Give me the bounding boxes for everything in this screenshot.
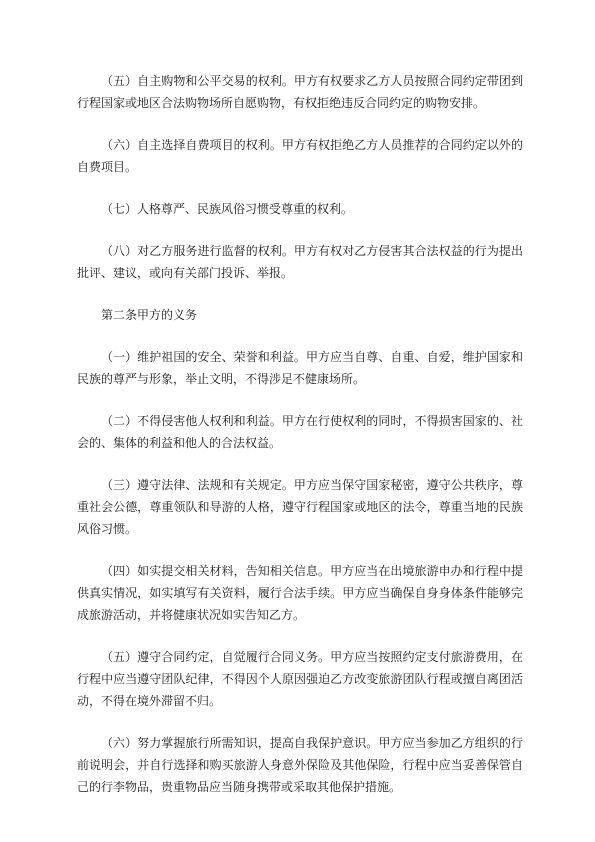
obligation-paragraph-1: （一）维护祖国的安全、荣誉和利益。甲方应当自尊、自重、自爱，维护国家和民族的尊严与形象，举止文明，不得涉足不健康场所。	[77, 350, 523, 386]
obligation-paragraph-5: （五）遵守合同约定，自觉履行合同义务。甲方应当按照约定支付旅游费用，在行程中应当遵守团队纪律，不得因个人原因强迫乙方改变旅游团队行程或擅自离团活动，不得在境外滞留不归。	[77, 650, 523, 708]
obligation-paragraph-4: （四）如实提交相关材料，告知相关信息。甲方应当在出境旅游申办和行程中提供真实情况，如实填写有关资料，履行合法手续。甲方应当确保自身身体条件能够完成旅游活动，并将健康状况如实告知乙方。	[77, 564, 523, 622]
section-heading: 第二条甲方的义务	[101, 308, 198, 322]
obligation-paragraph-3: （三）遵守法律、法规和有关规定。甲方应当保守国家秘密，遵守公共秩序，尊重社会公德，尊重领队和导游的人格，遵守行程国家或地区的法令，尊重当地的民族风俗习惯。	[77, 478, 523, 536]
obligation-paragraph-2: （二）不得侵害他人权利和利益。甲方在行使权利的同时，不得损害国家的、社会的、集体的利益和他人的合法权益。	[77, 414, 523, 450]
rights-paragraph-8: （八）对乙方服务进行监督的权利。甲方有权对乙方侵害其合法权益的行为提出批评、建议，或向有关部门投诉、举报。	[77, 244, 523, 280]
document-body	[77, 70, 523, 818]
rights-paragraph-7: （七）人格尊严、民族风俗习惯受尊重的权利。	[101, 202, 354, 216]
obligation-paragraph-6: （六）努力掌握旅行所需知识，提高自我保护意识。甲方应当参加乙方组织的行前说明会，并自行选择和购买旅游人身意外保险及其他保险，行程中应当妥善保管自己的行李物品，贵重物品应当随身携带或采取其他保护措施。	[77, 736, 523, 794]
rights-paragraph-5: （五）自主购物和公平交易的权利。甲方有权要求乙方人员按照合同约定带团到行程国家或地区合法购物场所自愿购物，有权拒绝违反合同约定的购物安排。	[77, 74, 523, 110]
rights-paragraph-6: （六）自主选择自费项目的权利。甲方有权拒绝乙方人员推荐的合同约定以外的自费项目。	[77, 138, 523, 174]
